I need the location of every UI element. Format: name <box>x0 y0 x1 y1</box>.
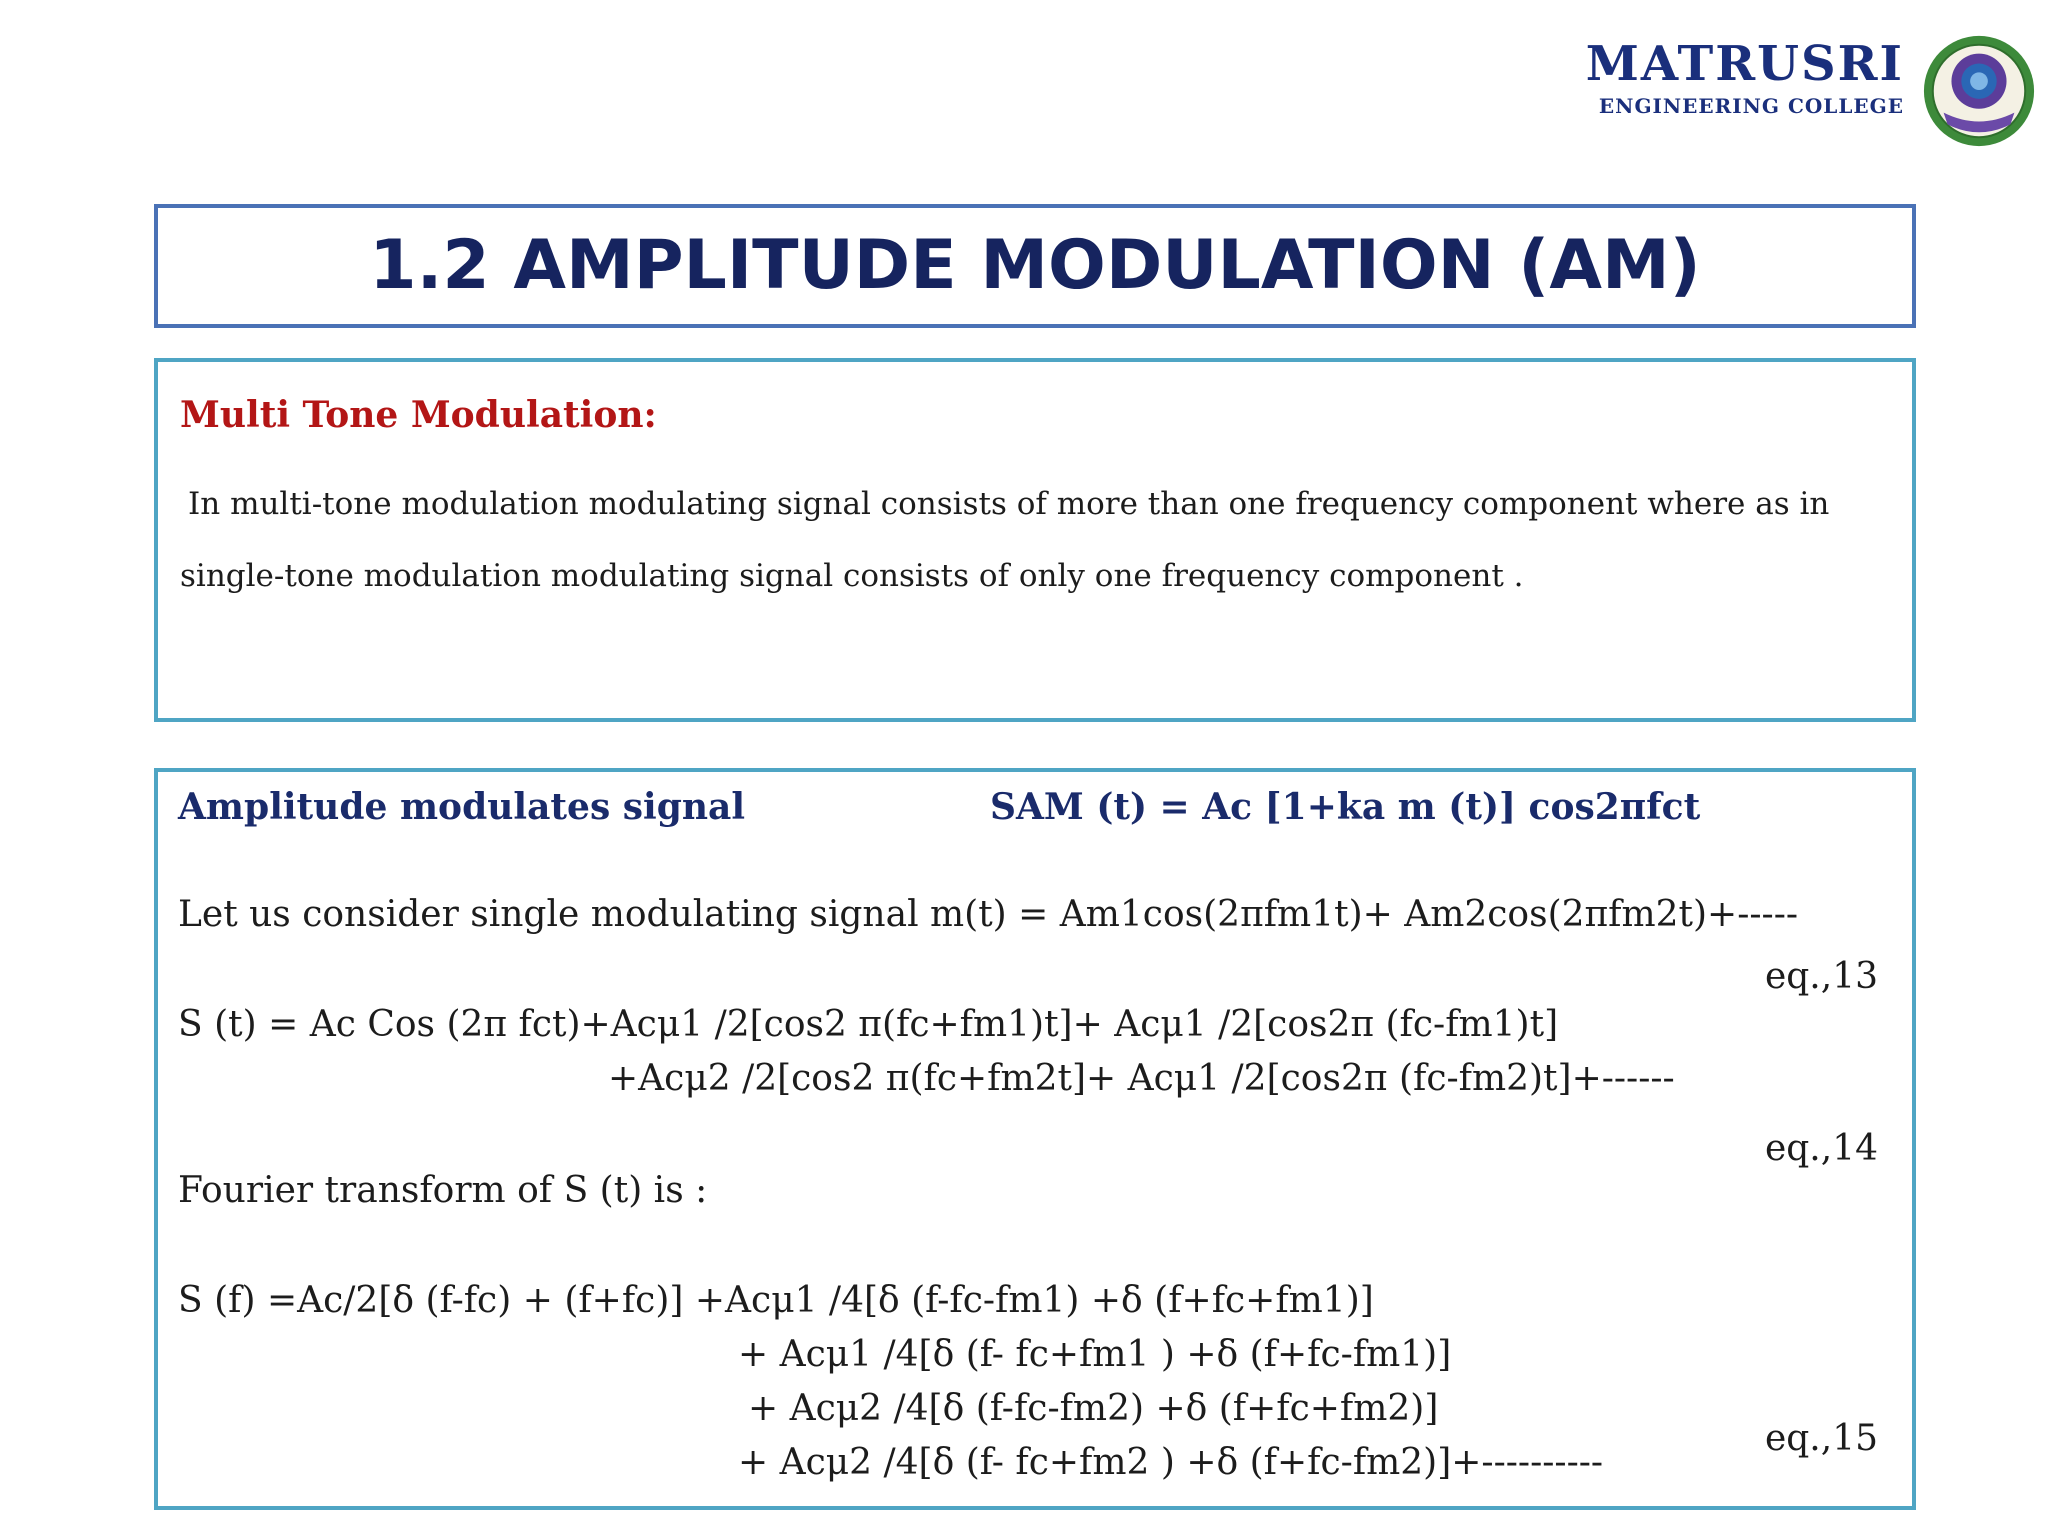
am-signal-label: Amplitude modulates signal <box>178 786 746 828</box>
sf-equation-line4: + Acμ2 /4[δ (f- fc+fm2 ) +δ (f+fc-fm2)]+---------- <box>738 1442 1604 1483</box>
eq14-label: eq.,14 <box>1764 1128 1878 1169</box>
logo-subtitle: ENGINEERING COLLEGE <box>1598 94 1904 118</box>
page-title: 1.2 AMPLITUDE MODULATION (AM) <box>369 226 1701 305</box>
modulating-signal-line: Let us consider single modulating signal m(t) = Am1cos(2πfm1t)+ Am2cos(2πfm2t)+----- <box>178 894 1799 935</box>
intro-section <box>154 358 1916 722</box>
college-seal-icon <box>1920 32 2038 150</box>
equations-section <box>154 768 1916 1510</box>
am-signal-formula: SAM (t) = Ac [1+ka m (t)] cos2πfct <box>990 786 1701 828</box>
college-logo <box>1585 32 2048 152</box>
sf-equation-line2: + Acμ1 /4[δ (f- fc+fm1 ) +δ (f+fc-fm1)] <box>738 1334 1452 1375</box>
st-equation-line2: +Acμ2 /2[cos2 π(fc+fm2t]+ Acμ1 /2[cos2π (fc-fm2)t]+------ <box>608 1058 1675 1099</box>
logo-name: MATRUSRI <box>1585 36 1904 92</box>
sf-equation-line3: + Acμ2 /4[δ (f-fc-fm2) +δ (f+fc+fm2)] <box>748 1388 1439 1429</box>
intro-paragraph: In multi-tone modulation modulating signal consists of more than one frequency component where as in single-tone modulation modulating signal consists of only one frequency component . <box>180 486 1830 594</box>
title-box <box>154 204 1916 328</box>
eq13-label: eq.,13 <box>1764 956 1878 997</box>
fourier-intro: Fourier transform of S (t) is : <box>178 1170 708 1211</box>
sf-equation-line1: S (f) =Ac/2[δ (f-fc) + (f+fc)] +Acμ1 /4[δ (f-fc-fm1) +δ (f+fc+fm1)] <box>178 1280 1374 1321</box>
eq15-label: eq.,15 <box>1764 1418 1878 1459</box>
section-heading: Multi Tone Modulation: <box>180 394 657 436</box>
st-equation-line1: S (t) = Ac Cos (2π fct)+Acμ1 /2[cos2 π(fc+fm1)t]+ Acμ1 /2[cos2π (fc-fm1)t] <box>178 1004 1559 1045</box>
